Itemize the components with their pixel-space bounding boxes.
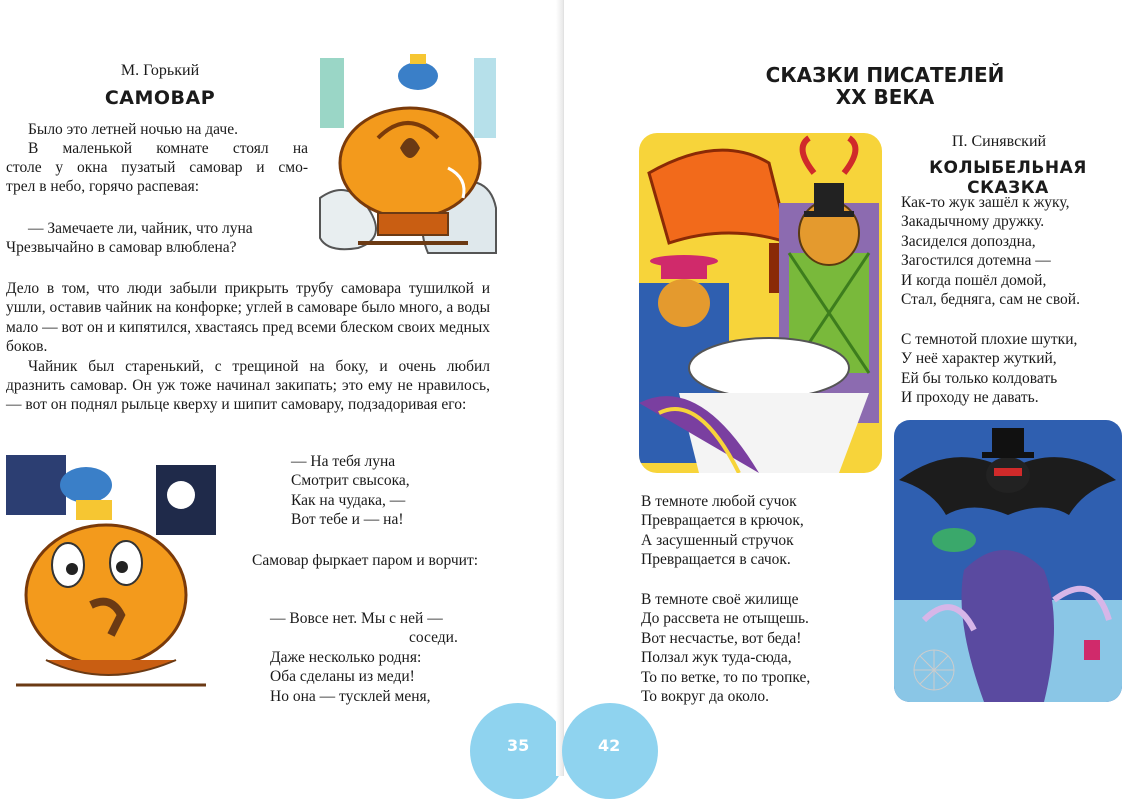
samovar-illustration-top — [318, 48, 498, 258]
intro-line: В маленькой комнате стоял на — [28, 140, 308, 157]
verse-line: Закадычному дружку. — [901, 213, 1045, 231]
section-title — [760, 64, 1010, 108]
verse-line: А засушенный стручок — [641, 531, 794, 549]
intro-line: столе у окна пузатый самовар и смо- — [6, 159, 308, 176]
verse-line: То по ветке, то по тропке, — [641, 668, 811, 686]
stanza-3 — [641, 492, 804, 570]
samovar-illustration-bottom — [6, 455, 218, 695]
intro-line: Было это летней ночью на даче. — [28, 121, 238, 138]
stanza-1 — [901, 193, 1080, 309]
verse-line: Ползал жук туда-сюда, — [641, 649, 792, 667]
page-number-badge-left — [470, 703, 566, 799]
page-number-badge-right — [562, 703, 658, 799]
verse-line: Загостился дотемна — — [901, 252, 1051, 270]
page-number: 35 — [507, 736, 530, 755]
verse-line: До рассвета не отыщешь. — [641, 610, 809, 628]
beetles-illustration — [639, 133, 882, 473]
verse-line: Смотрит свысока, — [291, 472, 410, 490]
verse-line: — Вовсе нет. Мы с ней — — [270, 610, 443, 627]
right-page — [564, 0, 1128, 776]
stanza-2 — [901, 330, 1077, 408]
verse-line: И проходу не давать. — [901, 389, 1039, 407]
samovar-reply — [270, 609, 458, 706]
song-line: — Замечаете ли, чайник, что луна — [28, 220, 253, 237]
paragraph-2: Чайник был старенький, с трещиной на боку, и очень любил дразнить самовар. Он уж тоже начинал закипать; это ему не нравилось, — вот он поднял рыльце кверху и шипит самовару, подзадоривая его: — [6, 357, 490, 414]
verse-line: Превращается в сачок. — [641, 551, 791, 569]
verse-line: Превращается в крючок, — [641, 512, 804, 530]
verse-line: Как-то жук зашёл к жуку, — [901, 194, 1070, 211]
verse-line: Стал, бедняга, сам не свой. — [901, 291, 1080, 309]
intro-line: трел в небо, горячо распевая: — [6, 178, 200, 195]
left-title: САМОВАР — [104, 87, 216, 109]
verse-line: Ей бы только колдовать — [901, 369, 1058, 387]
section-title-line: XX ВЕКА — [835, 85, 935, 109]
verse-line: Как на чудака, — — [291, 491, 406, 509]
verse-line: Но она — тусклей меня, — [270, 687, 431, 705]
story-paragraphs — [6, 279, 490, 415]
left-author: М. Горький — [120, 62, 200, 79]
right-title: КОЛЫБЕЛЬНАЯ СКАЗКА — [929, 158, 1087, 198]
right-author: П. Синявский — [951, 133, 1047, 150]
paragraph-3-block — [230, 551, 490, 570]
verse-line: У неё характер жуткий, — [901, 350, 1057, 368]
verse-line: соседи. — [409, 629, 458, 647]
verse-line: Даже несколько родня: — [270, 648, 422, 666]
verse-line: Вот тебе и — на! — [291, 511, 404, 529]
page-number: 42 — [598, 736, 621, 755]
teapot-verse — [291, 452, 410, 530]
verse-line: — На тебя луна — [291, 453, 396, 470]
stanza-4 — [641, 590, 810, 706]
song-line: Чрезвычайно в самовар влюблена? — [6, 239, 237, 256]
verse-line: Вот несчастье, вот беда! — [641, 629, 802, 647]
section-title-line: СКАЗКИ ПИСАТЕЛЕЙ — [765, 63, 1005, 87]
verse-line: Оба сделаны из меди! — [270, 668, 415, 686]
paragraph-1: Дело в том, что люди забыли прикрыть трубу самовара тушилкой и ушли, оставив чайник на конфорке; углей в самоваре было много, а воды мало — вот он и кипятился, хвастаясь пред всеми блеском своих медных боков. — [6, 280, 490, 356]
verse-line: В темноте своё жилище — [641, 591, 799, 608]
paragraph-3: Самовар фыркает паром и ворчит: — [252, 552, 479, 569]
verse-line: С темнотой плохие шутки, — [901, 331, 1078, 348]
bat-illustration — [894, 420, 1122, 702]
left-page — [0, 0, 564, 776]
verse-line: И когда пошёл домой, — [901, 271, 1047, 289]
verse-line: Засиделся допоздна, — [901, 232, 1036, 250]
verse-line: В темноте любой сучок — [641, 493, 797, 510]
verse-line: То вокруг да около. — [641, 688, 769, 706]
